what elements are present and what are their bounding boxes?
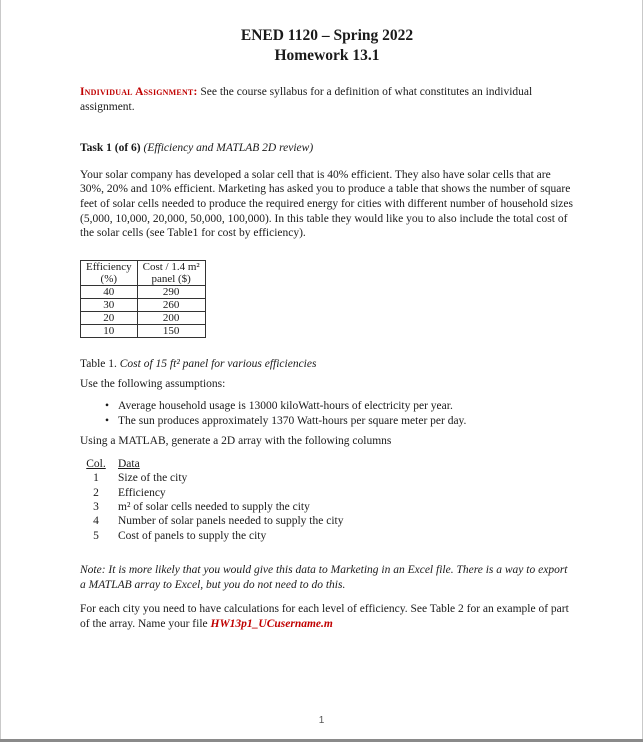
list-item: • Average household usage is 13000 kiloWatt-hours of electricity per year. bbox=[118, 399, 574, 414]
table-row bbox=[81, 285, 206, 298]
assumptions-list bbox=[80, 399, 574, 428]
assumptions-intro: Use the following assumptions: bbox=[80, 378, 226, 391]
assignment-notice bbox=[80, 85, 574, 114]
task-topic: (Efficiency and MATLAB 2D review) bbox=[143, 142, 314, 155]
cost-cell: 200 bbox=[137, 311, 205, 324]
cost-cell: 260 bbox=[137, 298, 205, 311]
course-title: ENED 1120 – Spring 2022 bbox=[240, 27, 414, 44]
filename: HW13p1_UCusername.m bbox=[210, 617, 333, 630]
table-row bbox=[81, 298, 206, 311]
efficiency-cell: 10 bbox=[81, 324, 138, 337]
columns-list bbox=[86, 457, 574, 543]
intro-paragraph: Your solar company has developed a solar cell that is 40% efficient. They also have solar cells that are 30%, 20% and 10% efficient. Marketing has asked you to produce a table that shows the number of square feet of solar cells needed to produce the required energy for cities with different number of household sizes (5,000, 10,000, 20,000, 50,000, 100,000). In this table they would like you to also include the total cost of the solar cells (see Table1 for cost by efficiency). bbox=[80, 168, 573, 240]
note-paragraph: Note: It is more likely that you would give this data to Marketing in an Excel file. There is a way to export a MATLAB array to Excel, but you do not need to do this. bbox=[80, 564, 568, 591]
cost-cell: 290 bbox=[137, 285, 205, 298]
page-border-left bbox=[0, 0, 1, 742]
using-paragraph: Using a MATLAB, generate a 2D array with the following columns bbox=[80, 435, 392, 448]
homework-title: Homework 13.1 bbox=[274, 46, 380, 64]
cost-header: Cost / 1.4 m² panel ($) bbox=[137, 260, 205, 285]
list-item: 3 m² of solar cells needed to supply the city bbox=[93, 500, 310, 513]
assignment-text: See the course syllabus for a definition of what constitutes an individual assignment. bbox=[80, 86, 533, 113]
list-item: • The sun produces approximately 1370 Watt-hours per square meter per day. bbox=[118, 414, 574, 429]
assignment-lead: Individual Assignment: bbox=[80, 86, 198, 98]
table-row bbox=[81, 311, 206, 324]
page-number: 1 bbox=[318, 715, 325, 726]
instructions-paragraph: For each city you need to have calculations for each level of efficiency. See Table 2 for an example of part of the array. Name your file HW13p1_UCusername.m bbox=[80, 603, 569, 630]
efficiency-cell: 30 bbox=[81, 298, 138, 311]
efficiency-cell: 40 bbox=[81, 285, 138, 298]
task-heading bbox=[80, 141, 574, 156]
columns-header: Col. Data bbox=[86, 457, 140, 470]
document-page bbox=[80, 26, 574, 632]
cost-cell: 150 bbox=[137, 324, 205, 337]
list-item: 5 Cost of panels to supply the city bbox=[93, 529, 267, 542]
efficiency-cell: 20 bbox=[81, 311, 138, 324]
table-row bbox=[81, 324, 206, 337]
list-item: 1 Size of the city bbox=[93, 472, 188, 485]
table-caption: Table 1. Cost of 15 ft² panel for various efficiencies bbox=[80, 357, 317, 370]
task-label: Task 1 (of 6) bbox=[80, 142, 141, 155]
efficiency-header: Efficiency (%) bbox=[81, 260, 138, 285]
list-item: 4 Number of solar panels needed to supply the city bbox=[93, 515, 344, 528]
list-item: 2 Efficiency bbox=[93, 486, 166, 499]
cost-table bbox=[80, 260, 206, 338]
